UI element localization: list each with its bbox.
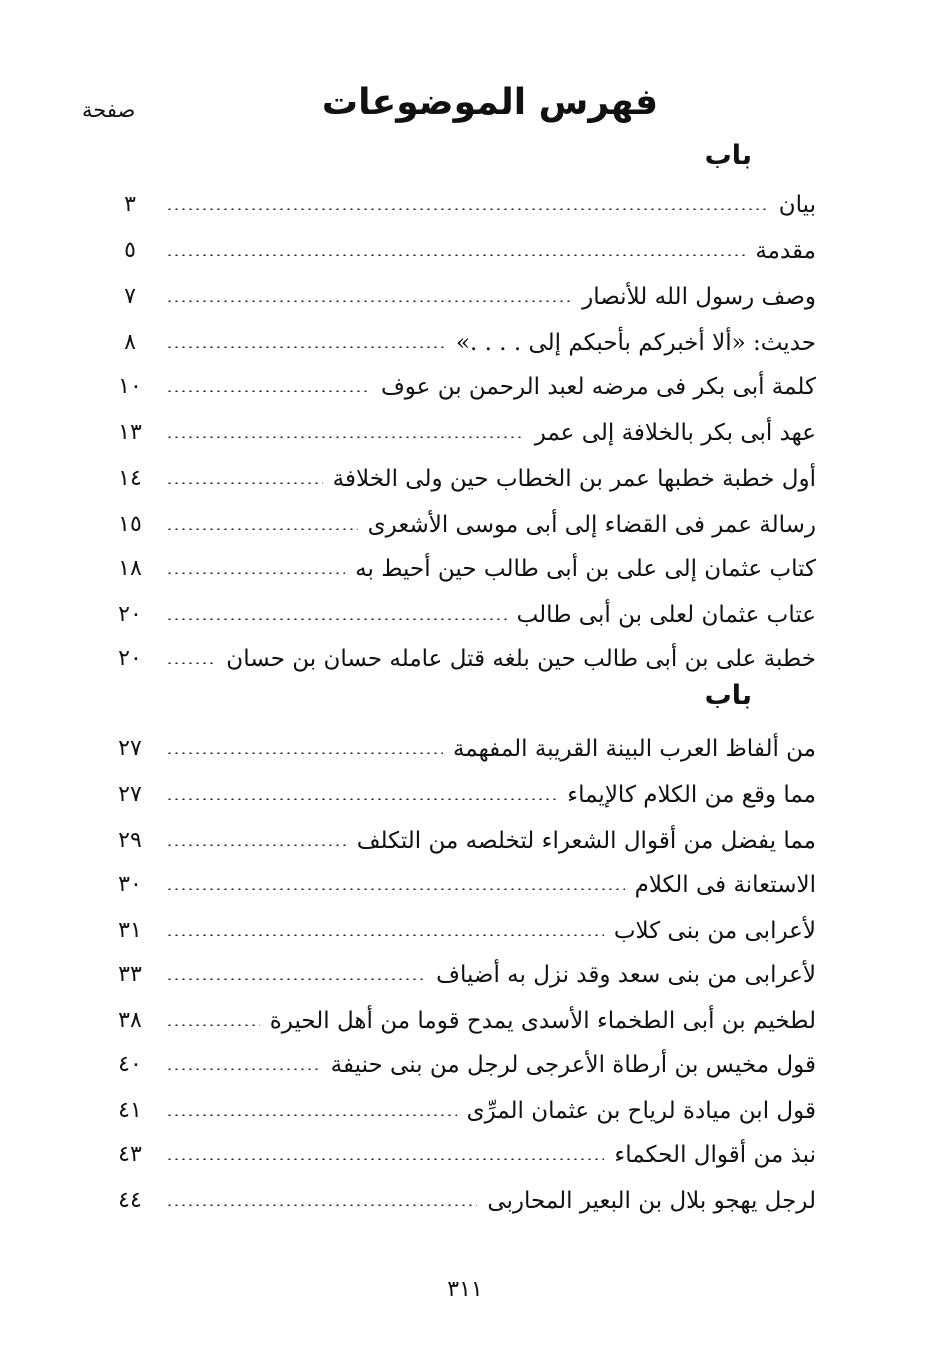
toc-entry-title: رسالة عمر فى القضاء إلى أبى موسى الأشعرى	[367, 512, 816, 538]
toc-entry	[100, 592, 816, 630]
toc-entry	[100, 182, 816, 220]
toc-entry	[100, 410, 816, 448]
toc-entry-title: عهد أبى بكر بالخلافة إلى عمر	[534, 420, 816, 446]
dot-leader	[166, 482, 323, 484]
toc-entry	[100, 320, 816, 358]
toc-entry-page: ٢٧	[118, 782, 142, 807]
dot-leader	[166, 1204, 477, 1206]
dot-leader	[166, 528, 358, 530]
toc-entry-title: حديث: «ألا أخبركم بأحبكم إلى . . . .»	[455, 330, 816, 356]
toc-entry-title: مما وقع من الكلام كالإيماء	[567, 782, 816, 808]
page-number: ٣١١	[447, 1277, 483, 1302]
dot-leader	[166, 888, 625, 890]
dot-leader	[166, 1158, 604, 1160]
toc-entry-title: خطبة على بن أبى طالب حين بلغه قتل عامله حسان بن حسان	[226, 646, 816, 672]
toc-entry-page: ٧	[124, 284, 136, 309]
toc-entry-title: الاستعانة فى الكلام	[634, 872, 816, 898]
toc-entry-title: كتاب عثمان إلى على بن أبى طالب حين أحيط به	[355, 556, 816, 582]
dot-leader	[166, 390, 371, 392]
toc-entry-title: لطخيم بن أبى الطخماء الأسدى يمدح قوما من أهل الحيرة	[269, 1008, 816, 1034]
dot-leader	[166, 978, 426, 980]
toc-entry-page: ٣٣	[118, 962, 142, 987]
dot-leader	[166, 798, 557, 800]
toc-entry	[100, 1088, 816, 1126]
toc-entry	[100, 1042, 816, 1080]
toc-entry	[100, 364, 816, 402]
section-heading: باب	[704, 140, 752, 171]
page-column-label: صفحة	[82, 98, 136, 122]
toc-entry	[100, 1132, 816, 1170]
toc-entry-title: عتاب عثمان لعلى بن أبى طالب	[516, 602, 816, 628]
toc-entry-title: قول ابن ميادة لرياح بن عثمان المرِّى	[466, 1098, 816, 1124]
toc-entry	[100, 274, 816, 312]
toc-entry-page: ١٠	[118, 374, 142, 399]
toc-entry-page: ٤٤	[118, 1188, 142, 1213]
toc-entry	[100, 908, 816, 946]
dot-leader	[166, 1068, 321, 1070]
toc-entry	[100, 502, 816, 540]
dot-leader	[166, 254, 745, 256]
toc-entry-page: ٨	[124, 330, 136, 355]
toc-entry	[100, 998, 816, 1036]
toc-entry-page: ٢٠	[118, 646, 142, 671]
toc-entry-page: ١٨	[118, 556, 142, 581]
toc-entry-title: كلمة أبى بكر فى مرضه لعبد الرحمن بن عوف	[380, 374, 816, 400]
toc-entry-page: ١٤	[118, 466, 142, 491]
toc-entry-page: ٢٧	[118, 736, 142, 761]
dot-leader	[166, 1114, 457, 1116]
toc-entry-title: قول مخيس بن أرطاة الأعرجى لرجل من بنى حنيفة	[330, 1052, 816, 1078]
toc-entry	[100, 1178, 816, 1216]
toc-entry	[100, 772, 816, 810]
toc-entry-page: ٣	[124, 192, 136, 217]
toc-entry-title: بيان	[778, 192, 816, 218]
toc-entry-page: ٣٠	[118, 872, 142, 897]
dot-leader	[166, 752, 443, 754]
dot-leader	[166, 300, 572, 302]
dot-leader	[166, 436, 525, 438]
dot-leader	[166, 572, 345, 574]
dot-leader	[166, 934, 604, 936]
toc-entry-title: لرجل يهجو بلال بن البعير المحاربى	[487, 1188, 816, 1214]
dot-leader	[166, 662, 216, 664]
toc-entry	[100, 818, 816, 856]
toc-entry-title: من ألفاظ العرب البينة القريبة المفهمة	[452, 736, 816, 762]
toc-entry-title: مقدمة	[755, 238, 816, 264]
toc-entry-title: لأعرابى من بنى كلاب	[613, 918, 816, 944]
toc-entry-title: نبذ من أقوال الحكماء	[614, 1142, 816, 1168]
toc-entry	[100, 546, 816, 584]
toc-entry-title: وصف رسول الله للأنصار	[582, 284, 816, 310]
toc-entry-page: ٥	[124, 238, 136, 263]
dot-leader	[166, 346, 446, 348]
toc-entry-page: ٢٠	[118, 602, 142, 627]
toc-entry-page: ٤٠	[118, 1052, 142, 1077]
toc-entry-title: مما يفضل من أقوال الشعراء لتخلصه من التكلف	[356, 828, 816, 854]
toc-entry-page: ٣١	[118, 918, 142, 943]
toc-entry-page: ١٥	[118, 512, 142, 537]
toc-entry-page: ٤١	[118, 1098, 142, 1123]
toc-entry	[100, 952, 816, 990]
toc-entry-page: ٤٣	[118, 1142, 142, 1167]
page-title: فهرس الموضوعات	[321, 82, 659, 123]
toc-entry	[100, 862, 816, 900]
dot-leader	[166, 208, 769, 210]
toc-entry-title: أول خطبة خطبها عمر بن الخطاب حين ولى الخلافة	[332, 466, 816, 492]
toc-entry	[100, 726, 816, 764]
dot-leader	[166, 844, 347, 846]
toc-entry	[100, 456, 816, 494]
toc-entry-page: ٢٩	[118, 828, 142, 853]
dot-leader	[166, 618, 507, 620]
toc-entry	[100, 636, 816, 674]
dot-leader	[166, 1024, 260, 1026]
toc-entry	[100, 228, 816, 266]
toc-entry-title: لأعرابى من بنى سعد وقد نزل به أضياف	[436, 962, 816, 988]
toc-entry-page: ٣٨	[118, 1008, 142, 1033]
section-heading: باب	[704, 680, 752, 711]
toc-entry-page: ١٣	[118, 420, 142, 445]
